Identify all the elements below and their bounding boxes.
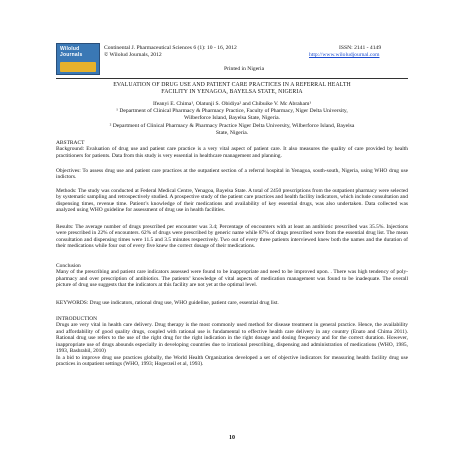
header-left [104,45,237,59]
journal-url-link[interactable]: http://www.wiloludjournal.com [309,52,380,58]
title-line-1: EVALUATION OF DRUG USE AND PATIENT CARE PRACTICES IN A REFERRAL HEALTH [113,82,351,88]
journal-citation: Continental J. Pharmaceutical Sciences 6 (1): 10 - 16, 2012 [104,45,237,51]
page-number: 10 [229,435,235,441]
author-names: Ifeanyi E. Chima¹, Olatunji S. Obidiya² and Chibuike V. Mc Abraham¹ [152,101,311,107]
methods-text: Methods: The study was conducted at Federal Medical Centre, Yenagoa, Bayelsa State. A total of 2450 prescriptions from the outpatient pharmacy were selected by systematic sampling and retrospectively studied. A prospective study of the patient care practices and health facility indicators, which include consultation and dispensing times, revenue time. Patient’s knowledge of their medications and availability of key essential drugs, was also undertaken. Data collected was analyzed using WHO guideline for assessment of drug use in health facilities. [56,188,408,214]
results-text: Results: The average number of drugs prescribed per encounter was 3.4; Percentage of encounters with at least an antibiotic prescribed was 35.5%. Injections were prescribed in 22% of encounters. 62% of drugs were prescribed by generic name while 87% of drugs prescribed were from the essential drug list. The mean consultation and dispensing times were 11.5 and 3.5 minutes respectively. Two out of every three patients interviewed knew both the names and the duration of their medications while four out of every five knew the correct dosage of their medications. [56,224,408,250]
abstract-background: Background: Evaluation of drug use and patient care practice is a very vital aspect of patient care. It also measures the quality of care provided by health practitioners for patients. Data from this study is very essential in healthcare management and planning. [56,146,408,159]
conclusion-text: Many of the prescribing and patient care indicators assessed were found to be inappropriate and need to be improved upon. . There was high tendency of poly- pharmacy and over prescription of antibiotics. The patients’ knowledge of vital aspects of medication management was found to be inadequate. The overall picture of drug use suggests that the indicators at this facility are not yet at the optimal level. [56,269,408,289]
journal-header [56,43,408,78]
header-right [309,45,381,59]
keywords [56,300,408,306]
abstract-section [56,140,408,159]
abstract-results [56,224,408,250]
paper-title [56,82,408,97]
printed-in: Printed in Nigeria [224,66,265,72]
affiliation-1b: Wilberforce Island, Bayelsa State, Nigeria. [184,115,280,122]
logo-text: Wilolud Journals [60,46,83,58]
keywords-text: KEYWORDS: Drug use indicators, rational drug use, WHO guideline, patient care, essential drug list. [56,300,279,306]
journal-logo [56,43,100,75]
introduction-para-2: In a bid to improve drug use practices globally, the World Health Organization developed a set of objective indicators for measuring health facility drug use practices in outpatient settings (WHO, 1993; Hogerzeil et al, 1993). [56,354,408,368]
issn-line: ISSN: 2141 - 4149 [339,45,382,51]
affiliation-1a: ¹ Department of Clinical Pharmacy & Pharmacy Practice, Faculty of Pharmacy, Niger Delta University, [116,108,348,115]
abstract-conclusion [56,263,408,289]
logo-band [60,62,96,72]
affiliation-2b: State, Nigeria. [215,129,249,136]
introduction-section [56,316,408,368]
author-block [56,101,408,137]
abstract-methods [56,188,408,214]
affiliation-2a: ² Department of Clinical Pharmacy & Pharmacy Practice Niger Delta University, Wilberforce Island, Bayelsa [109,122,355,129]
objectives-text: Objectives: To assess drug use and patient care practices at the outpatient section of a referral hospital in Yenagoa, south-south, Nigeria, using WHO drug use indictors. [56,168,408,181]
copyright-line: © Wilolud Journals, 2012 [104,52,162,58]
introduction-heading: INTRODUCTION [56,316,98,322]
conclusion-heading: Conclusion [56,263,81,269]
header-divider [56,78,408,79]
introduction-para-1: Drugs are very vital in health care delivery. Drug therapy is the most commonly used method for disease treatment in general practice. Hence, the availability and affordability of good quality drugs, coupled with rational use is fundamental to effective health care delivery in any country (Enato and Chima 2011). Rational drug use refers to the use of the right drug for the right indication in the right dosage and dosing frequency and for the correct duration. However, inappropriate use of drugs abounds especially in developing countries due to irrational prescribing, dispensing and administration of medications (WHO, 1985, 1993, Bashrahil, 2010) [56,322,408,355]
title-line-2: FACILITY IN YENAGOA, BAYELSA STATE, NIGERIA [161,89,303,96]
abstract-heading: ABSTRACT [56,140,85,146]
abstract-objectives [56,168,408,181]
